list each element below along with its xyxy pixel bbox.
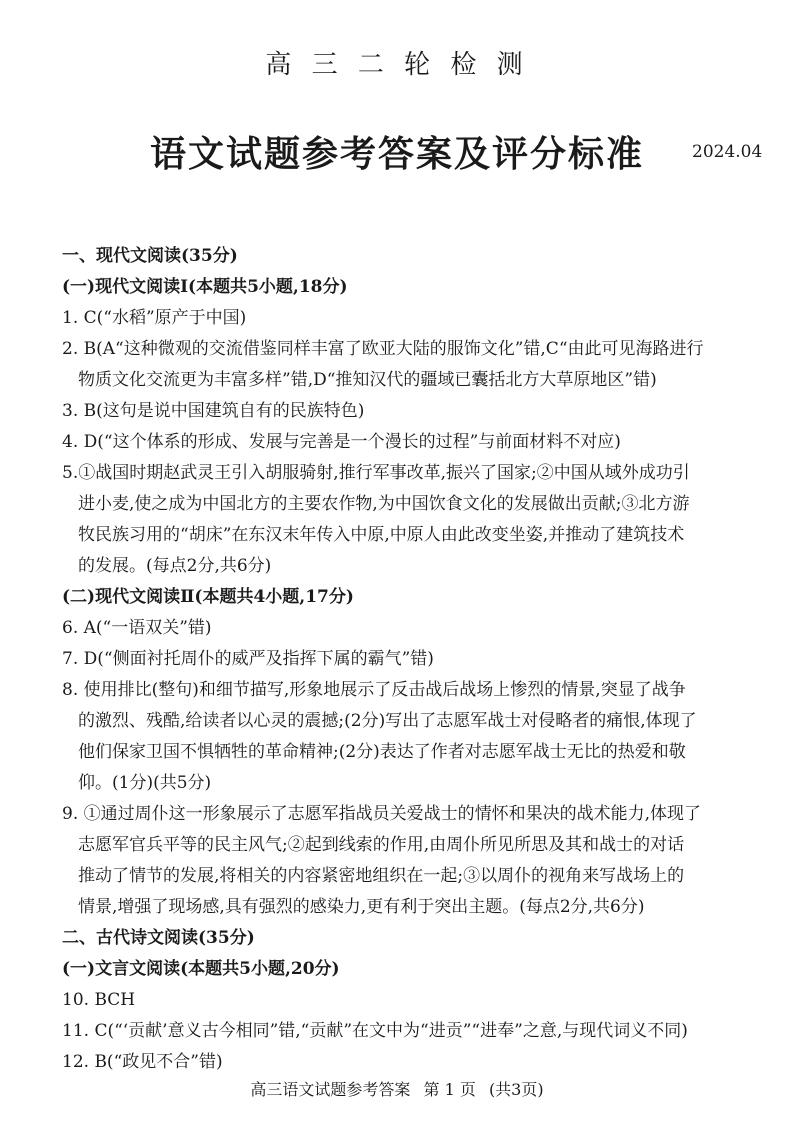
footer-title: 高三语文试题参考答案 bbox=[250, 1080, 411, 1099]
answer-continuation-line: 的发展。(每点2分,共6分) bbox=[78, 556, 272, 576]
footer-page-total: (共3页) bbox=[488, 1080, 544, 1099]
section-heading: 一、现代文阅读(35分) bbox=[62, 246, 238, 266]
answer-line: 10. BCH bbox=[62, 990, 136, 1010]
document-title: 语文试题参考答案及评分标准 bbox=[149, 133, 644, 175]
answer-content bbox=[62, 241, 758, 1078]
answer-continuation-line: 仰。(1分)(共5分) bbox=[78, 773, 212, 793]
answer-line: 2. B(A“这种微观的交流借鉴同样丰富了欧亚大陆的服饰文化”错,C“由此可见海路进行 bbox=[62, 339, 704, 359]
answer-line: 7. D(“侧面衬托周仆的威严及指挥下属的霸气”错) bbox=[62, 649, 434, 669]
answer-continuation-line: 志愿军官兵平等的民主风气;②起到线索的作用,由周仆所见所思及其和战士的对话 bbox=[78, 835, 685, 855]
answer-line: 3. B(这句是说中国建筑自有的民族特色) bbox=[62, 401, 365, 421]
section-heading: (二)现代文阅读Ⅱ(本题共4小题,17分) bbox=[62, 587, 354, 607]
answer-line: 8. 使用排比(整句)和细节描写,形象地展示了反击战后战场上惨烈的情景,突显了战争 bbox=[62, 680, 686, 700]
answer-line: 11. C(“‘贡献’意义古今相同”错,“贡献”在文中为“进贡”“进奉”之意,与现代词义不同) bbox=[62, 1021, 688, 1041]
document-date: 2024.04 bbox=[692, 142, 763, 162]
exam-subtitle: 高 三 二 轮 检 测 bbox=[265, 50, 529, 80]
answer-continuation-line: 他们保家卫国不惧牺牲的革命精神;(2分)表达了作者对志愿军战士无比的热爱和敬 bbox=[78, 742, 686, 762]
answer-continuation-line: 情景,增强了现场感,具有强烈的感染力,更有利于突出主题。(每点2分,共6分) bbox=[78, 897, 645, 917]
answer-continuation-line: 进小麦,使之成为中国北方的主要农作物,为中国饮食文化的发展做出贡献;③北方游 bbox=[78, 494, 690, 514]
footer-page-number: 第 1 页 bbox=[423, 1080, 476, 1099]
answer-line: 4. D(“这个体系的形成、发展与完善是一个漫长的过程”与前面材料不对应) bbox=[62, 432, 621, 452]
answer-continuation-line: 牧民族习用的“胡床”在东汉末年传入中原,中原人由此改变坐姿,并推动了建筑技术 bbox=[78, 525, 685, 545]
section-heading: 二、古代诗文阅读(35分) bbox=[62, 928, 255, 948]
answer-line: 9. ①通过周仆这一形象展示了志愿军指战员关爱战士的情怀和果决的战术能力,体现了 bbox=[62, 804, 702, 824]
answer-line: 5.①战国时期赵武灵王引入胡服骑射,推行军事改革,振兴了国家;②中国从域外成功引 bbox=[62, 463, 690, 483]
answer-continuation-line: 的激烈、残酷,给读者以心灵的震撼;(2分)写出了志愿军战士对侵略者的痛恨,体现了 bbox=[78, 711, 697, 731]
section-heading: (一)文言文阅读(本题共5小题,20分) bbox=[62, 959, 340, 979]
section-heading: (一)现代文阅读Ⅰ(本题共5小题,18分) bbox=[62, 277, 348, 297]
answer-continuation-line: 物质文化交流更为丰富多样”错,D“推知汉代的疆域已囊括北方大草原地区”错) bbox=[78, 370, 657, 390]
answer-line: 6. A(“一语双关”错) bbox=[62, 618, 212, 638]
answer-line: 12. B(“政见不合”错) bbox=[62, 1052, 223, 1072]
page-footer bbox=[0, 1077, 794, 1100]
answer-continuation-line: 推动了情节的发展,将相关的内容紧密地组织在一起;③以周仆的视角来写战场上的 bbox=[78, 866, 685, 886]
answer-line: 1. C(“水稻”原产于中国) bbox=[62, 308, 247, 328]
